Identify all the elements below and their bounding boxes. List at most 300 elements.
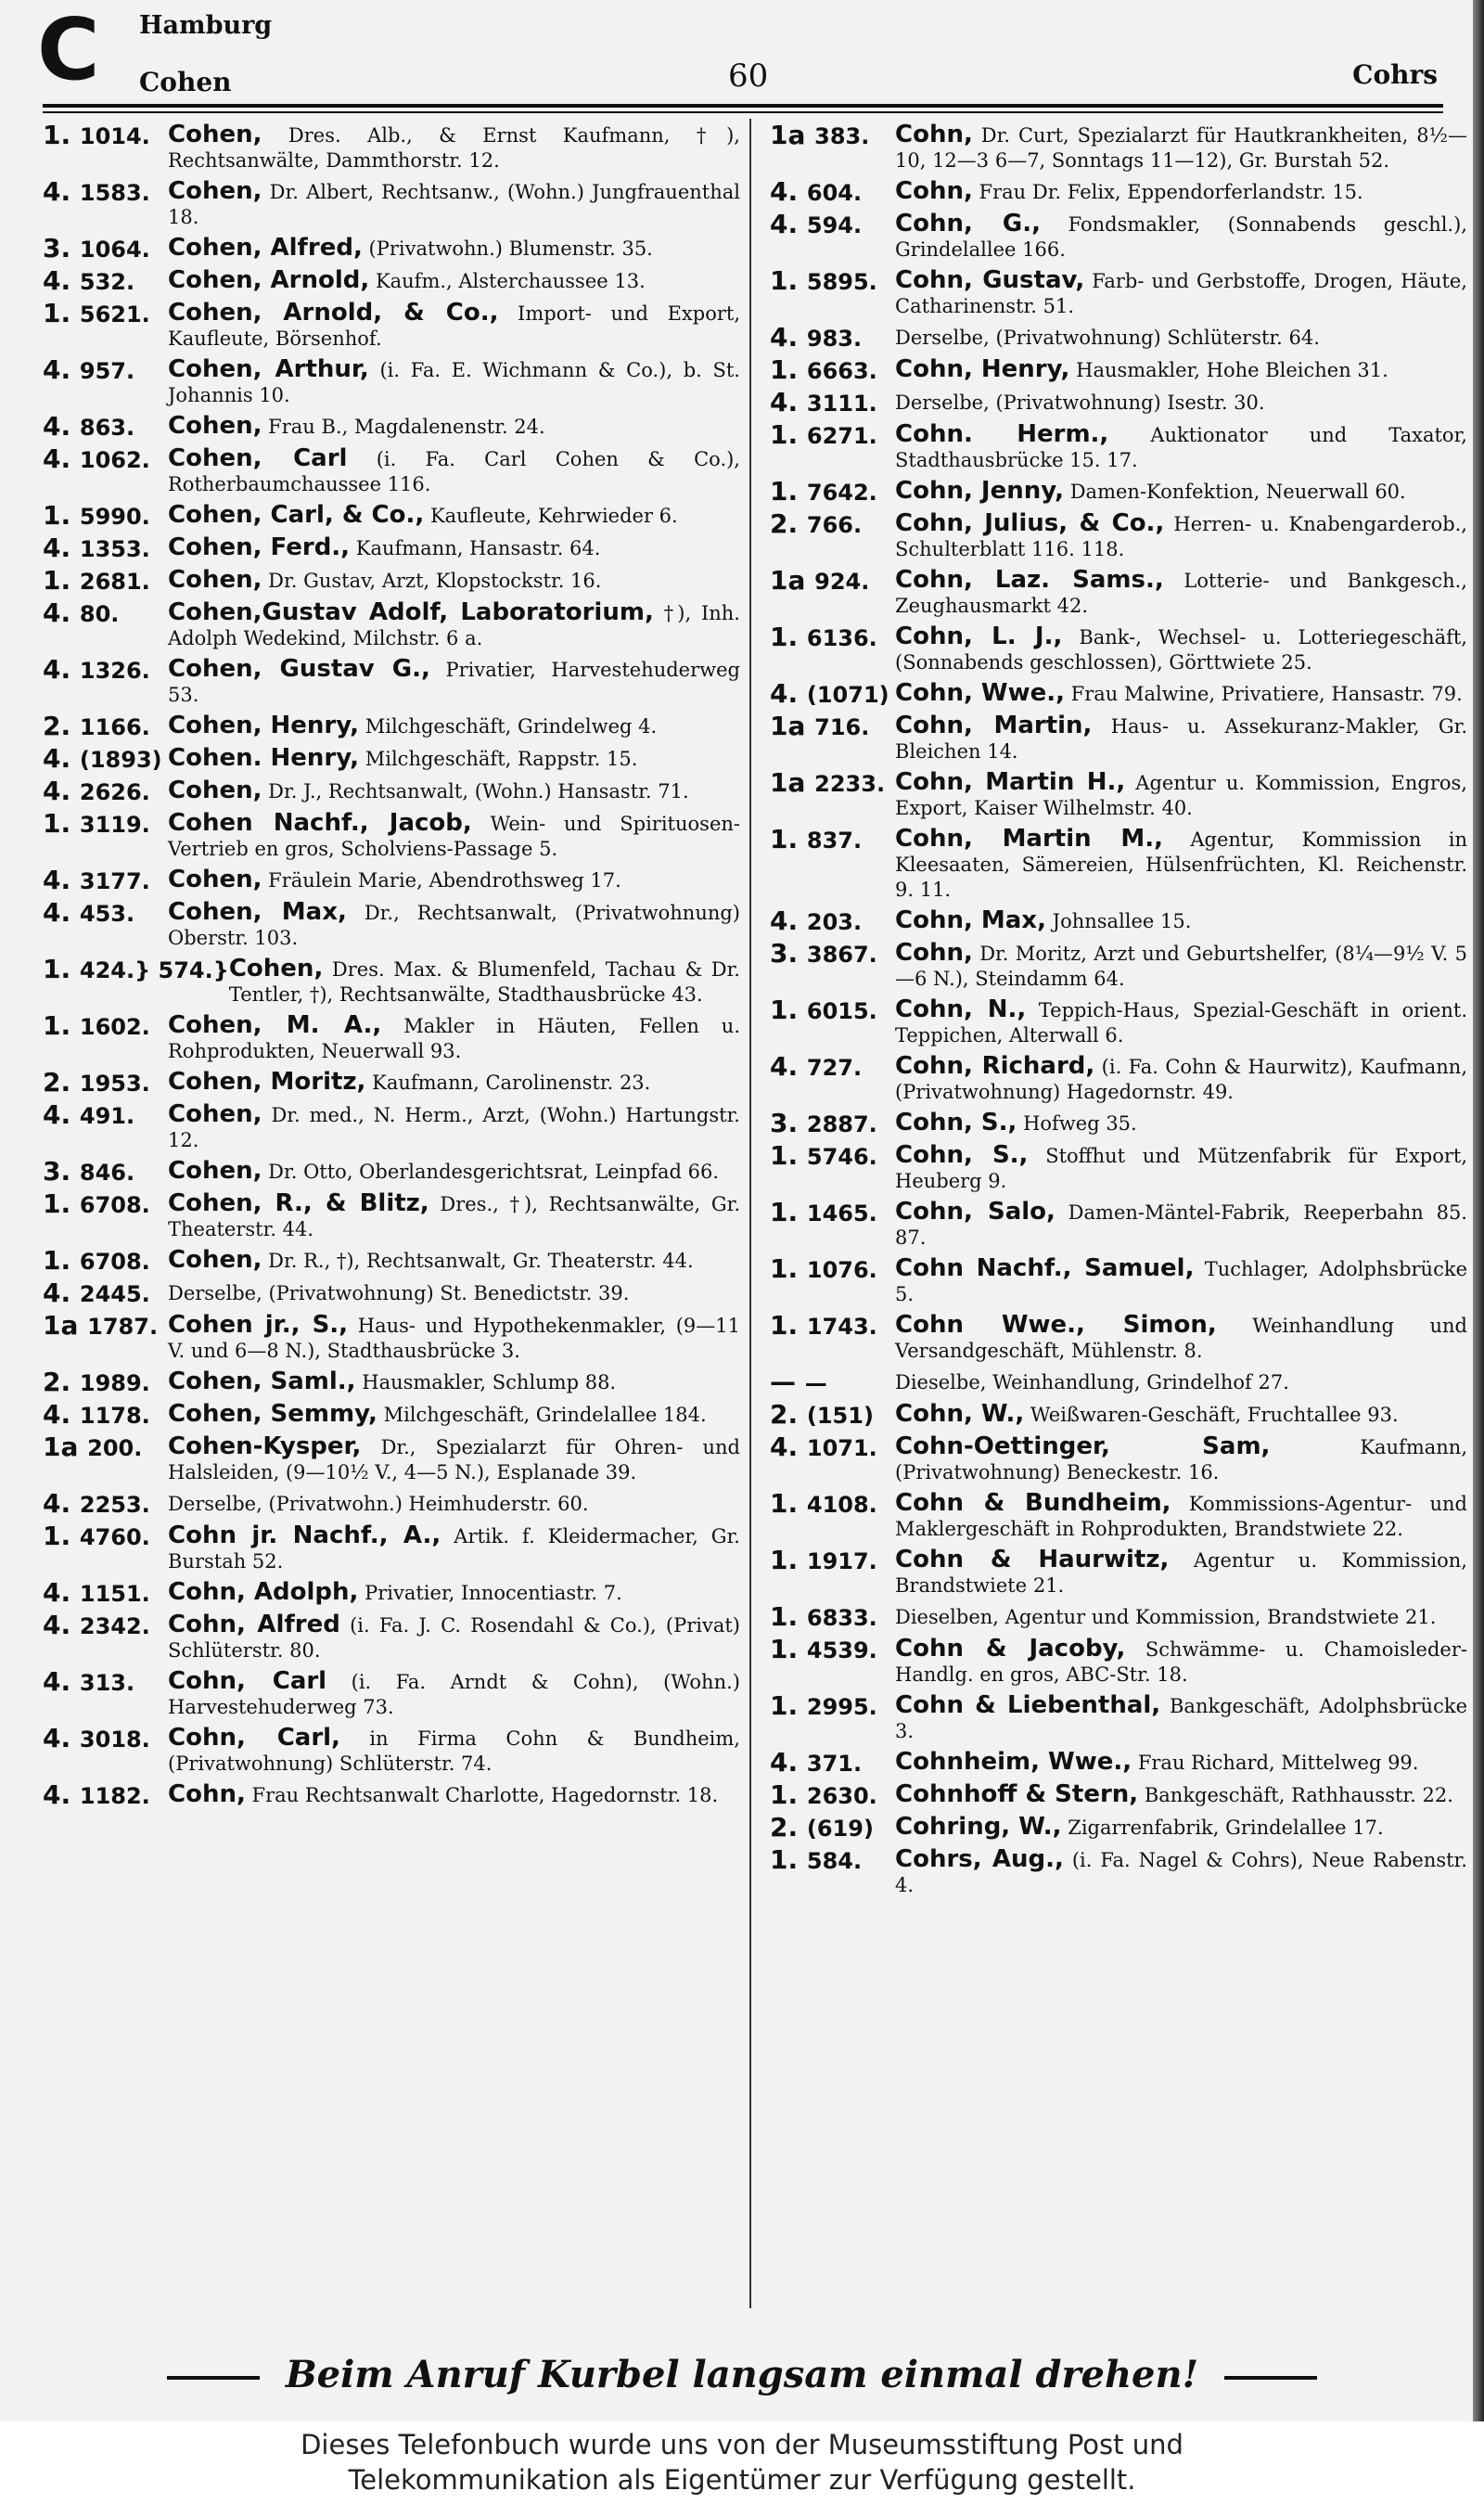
phone-number <box>770 713 895 740</box>
subscriber-name: Cohen, Ferd., <box>168 533 351 561</box>
entry-text <box>168 600 740 651</box>
exchange-code: 4. <box>770 1051 799 1082</box>
directory-entry <box>43 1434 740 1485</box>
directory-entry <box>43 1369 740 1396</box>
phone-number <box>43 1099 168 1130</box>
entry-details: Dr. Moritz, Arzt und Geburtshelfer, (8¼—9½ V. 5—6 N.), Steindamm 64. <box>895 943 1467 990</box>
subscriber-name: Cohen jr., S., <box>168 1311 349 1339</box>
phone-number <box>770 1844 895 1875</box>
entry-text <box>895 770 1467 821</box>
phone-number <box>43 1245 168 1276</box>
subscriber-name: Cohen, <box>168 122 262 148</box>
exchange-code: 1. <box>43 808 71 839</box>
phone-number <box>43 897 168 928</box>
entry-text <box>168 301 740 352</box>
footer-slogan: Beim Anruf Kurbel langsam einmal drehen! <box>0 2353 1484 2396</box>
phone-number <box>770 1690 895 1721</box>
subscriber-name: Cohen, <box>168 566 262 594</box>
exchange-code: 4. <box>770 678 799 709</box>
directory-entry <box>770 1369 1467 1396</box>
directory-entry <box>770 938 1467 992</box>
exchange-code: 4. <box>43 1610 71 1640</box>
exchange-code: 2. <box>43 1367 71 1397</box>
directory-entry <box>43 654 740 708</box>
directory-entry <box>43 443 740 497</box>
subscriber-name: Cohen, Alfred, <box>168 234 363 262</box>
directory-entry <box>770 565 1467 619</box>
entry-text <box>168 1523 740 1574</box>
directory-entry <box>770 1690 1467 1744</box>
line-number: 203. <box>806 909 863 935</box>
phone-number <box>770 1634 895 1664</box>
entry-details: Hofweg 35. <box>1023 1112 1137 1135</box>
directory-entry <box>43 1612 740 1663</box>
exchange-code: 1. <box>770 1601 799 1632</box>
entry-text <box>895 1434 1467 1485</box>
exchange-code: 1. <box>770 1690 799 1721</box>
right-column <box>770 122 1467 2312</box>
exchange-code: 1. <box>770 622 799 652</box>
phone-number <box>43 1399 168 1430</box>
line-number: 2681. <box>79 569 150 595</box>
subscriber-name: Cohen, R., & Blitz, <box>168 1189 429 1217</box>
entry-details: Agentur, Kommission in Kleesaaten, Sämereien, Hülsenfrüchten, Kl. Reichenstr. 9. 11. <box>895 828 1467 901</box>
subscriber-name: Cohn, Salo, <box>895 1198 1055 1226</box>
phone-number <box>43 411 168 442</box>
subscriber-name: Cohn & Liebenthal, <box>895 1691 1161 1719</box>
entry-details: Privatier, Harvestehuderweg 53. <box>168 659 740 706</box>
line-number: 6663. <box>806 358 877 384</box>
phone-number <box>770 354 895 385</box>
entry-text <box>895 1491 1467 1542</box>
phone-number <box>43 354 168 385</box>
subscriber-name: Cohn Wwe., Simon, <box>895 1311 1217 1339</box>
subscriber-name: Cohen, Gustav G., <box>168 655 430 683</box>
line-number: 846. <box>79 1160 135 1186</box>
line-number: 1583. <box>79 180 150 206</box>
entry-details: (i. Fa. Arndt & Cohn), (Wohn.) Harvestehuderweg 73. <box>168 1671 740 1718</box>
phone-number <box>770 1310 895 1341</box>
entry-details: (i. Fa. Carl Cohen & Co.), Rotherbaumchaussee 116. <box>168 448 740 495</box>
entry-text <box>168 1669 740 1720</box>
entry-text <box>895 1256 1467 1307</box>
directory-entry <box>770 1747 1467 1778</box>
subscriber-name: Cohn Nachf., Samuel, <box>895 1254 1195 1282</box>
exchange-code: 2. <box>43 1067 71 1098</box>
directory-entry <box>43 233 740 263</box>
subscriber-name: Cohn, Carl <box>168 1667 327 1695</box>
line-number: 371. <box>806 1751 863 1777</box>
directory-entry <box>770 678 1467 709</box>
entry-details: Kaufm., Alsterchaussee 13. <box>375 270 646 292</box>
exchange-code: 1. <box>770 824 799 854</box>
directory-entry <box>770 265 1467 319</box>
exchange-code: 4. <box>43 743 71 774</box>
subscriber-name: Cohn, Martin, <box>895 712 1093 739</box>
exchange-code: 3. <box>770 1108 799 1138</box>
subscriber-name: Cohnheim, Wwe., <box>895 1748 1132 1776</box>
entry-details: Farb- und Gerbstoffe, Drogen, Häute, Catharinenstr. 51. <box>895 270 1467 317</box>
phone-number <box>43 265 168 296</box>
entry-text <box>895 1604 1467 1630</box>
subscriber-name: Cohen, <box>168 1157 262 1185</box>
exchange-code: 1. <box>770 419 799 450</box>
line-number: 957. <box>79 358 135 384</box>
subscriber-name: Cohen-Kysper, <box>168 1432 362 1460</box>
exchange-code: 4. <box>770 322 799 353</box>
phone-number <box>43 1434 168 1461</box>
line-number: (151) <box>806 1403 874 1429</box>
line-number: (1071) <box>806 682 889 708</box>
line-number: 2445. <box>79 1281 150 1307</box>
subscriber-name: Cohen, Arthur, <box>168 355 369 383</box>
line-number: 584. <box>806 1848 863 1874</box>
directory-entry <box>770 176 1467 207</box>
line-number: 491. <box>79 1103 135 1129</box>
entry-text <box>895 1637 1467 1688</box>
entry-text <box>168 179 740 230</box>
entry-details: Bankgeschäft, Rathhausstr. 22. <box>1144 1784 1453 1806</box>
entry-text <box>168 1491 740 1517</box>
entry-text <box>168 236 740 262</box>
subscriber-name: Cohn, N., <box>895 995 1027 1023</box>
phone-number <box>43 654 168 685</box>
page-number: 60 <box>728 58 769 95</box>
entry-text <box>895 1143 1467 1194</box>
phone-number <box>770 476 895 507</box>
phone-number <box>770 1140 895 1171</box>
directory-entry <box>770 387 1467 417</box>
subscriber-name: Cohen, <box>168 1246 262 1274</box>
directory-entry <box>43 354 740 408</box>
entry-text <box>895 681 1467 707</box>
phone-number <box>770 1547 895 1574</box>
subscriber-name: Cohen, Semmy, <box>168 1400 377 1428</box>
phone-number <box>770 1488 895 1519</box>
phone-number <box>43 1310 168 1341</box>
entry-details: Frau Rechtsanwalt Charlotte, Hagedornstr. 18. <box>251 1784 719 1806</box>
entry-details: Derselbe, (Privatwohn.) Heimhuderstr. 60. <box>168 1493 589 1515</box>
exchange-code: 1. <box>770 265 799 296</box>
entry-text <box>168 414 740 440</box>
directory-entry <box>43 1280 740 1307</box>
line-number: 1151. <box>79 1581 150 1607</box>
entry-details: Bankgeschäft, Adolphsbrücke 3. <box>895 1695 1467 1742</box>
line-number: 1062. <box>79 447 150 473</box>
directory-entry <box>43 1099 740 1153</box>
line-number: 2253. <box>79 1492 150 1518</box>
subscriber-name: Cohn, <box>895 939 973 967</box>
phone-number <box>770 624 895 651</box>
entry-text <box>895 1111 1467 1136</box>
subscriber-name: Cohn, Max, <box>895 906 1046 934</box>
exchange-code: 1. <box>770 1844 799 1875</box>
phone-number <box>43 743 168 774</box>
phone-number <box>770 1812 895 1843</box>
exchange-code: 4. <box>43 1399 71 1430</box>
entry-details: Dieselbe, Weinhandlung, Grindelhof 27. <box>895 1371 1289 1393</box>
directory-entry <box>43 298 740 352</box>
phone-number <box>770 824 895 854</box>
line-number: 6015. <box>806 998 877 1024</box>
entry-text <box>895 1313 1467 1364</box>
directory-entry <box>770 354 1467 385</box>
last-name-heading: Cohrs <box>1352 59 1438 90</box>
directory-entry <box>43 176 740 230</box>
subscriber-name: Cohn, Jenny, <box>895 477 1065 505</box>
exchange-code: 1. <box>43 954 71 984</box>
directory-entry <box>43 897 740 951</box>
directory-entry <box>770 1434 1467 1485</box>
entry-details: Wein- und Spirituosen-Vertrieb en gros, Scholviens-Passage 5. <box>168 813 740 860</box>
phone-number <box>770 1253 895 1284</box>
line-number: 983. <box>806 326 863 352</box>
phone-number <box>770 565 895 596</box>
entry-details: Makler in Häuten, Fellen u. Rohprodukten, Neuerwall 93. <box>168 1015 740 1062</box>
line-number: 5621. <box>79 302 150 327</box>
subscriber-name: Cohn jr. Nachf., A., <box>168 1522 441 1549</box>
subscriber-name: Cohrs, Aug., <box>895 1845 1064 1873</box>
entry-text <box>168 746 740 772</box>
line-number: 766. <box>806 512 863 538</box>
entry-text <box>168 122 740 173</box>
directory-entry <box>43 1010 740 1064</box>
line-number: 383. <box>814 123 870 149</box>
exchange-code: 1. <box>770 1545 799 1575</box>
directory-entry <box>43 808 740 862</box>
entry-details: Frau Malwine, Privatiere, Hansastr. 79. <box>1070 683 1463 705</box>
entry-text <box>168 657 740 708</box>
phone-number <box>43 1523 168 1550</box>
entry-text <box>168 446 740 497</box>
directory-entry <box>43 1156 740 1187</box>
entry-details: Derselbe, (Privatwohnung) St. Benedictstr. 39. <box>168 1282 630 1304</box>
phone-number <box>43 1369 168 1396</box>
entry-text <box>895 268 1467 319</box>
entry-details: Kaufleute, Kehrwieder 6. <box>429 505 678 527</box>
exchange-code: 1. <box>770 1197 799 1227</box>
line-number: 863. <box>79 415 135 441</box>
line-number: 3111. <box>806 391 877 417</box>
exchange-code: 1. <box>770 1634 799 1664</box>
directory-entry <box>770 1547 1467 1599</box>
subscriber-name: Cohn-Oettinger, Sam, <box>895 1432 1271 1460</box>
entry-text <box>895 1402 1467 1428</box>
subscriber-name: Cohn, Adolph, <box>168 1578 359 1606</box>
entry-details: Dr. Otto, Oberlandesgerichtsrat, Leinpfad 66. <box>268 1161 720 1183</box>
phone-number <box>43 1188 168 1219</box>
entry-text <box>895 908 1467 934</box>
directory-entry <box>43 1188 740 1242</box>
entry-details: Kaufmann, Hansastr. 64. <box>355 537 601 559</box>
entry-details: Lotterie- und Bankgesch., Zeughausmarkt 42. <box>895 570 1467 617</box>
exchange-code: 1. <box>770 1488 799 1519</box>
entry-text <box>895 1847 1467 1898</box>
exchange-code: 1. <box>43 565 71 596</box>
entry-details: Weinhandlung und Versandgeschäft, Mühlenstr. 8. <box>895 1315 1467 1362</box>
subscriber-name: Cohen, Carl <box>168 444 348 472</box>
exchange-code: 4. <box>43 265 71 296</box>
entry-text <box>895 325 1467 351</box>
entry-text <box>895 179 1467 205</box>
subscriber-name: Cohn, Laz. Sams., <box>895 566 1164 594</box>
entry-text <box>168 900 740 951</box>
subscriber-name: Cohen, <box>168 177 262 205</box>
exchange-code: 4. <box>43 1488 71 1519</box>
exchange-code: 1. <box>43 1245 71 1276</box>
exchange-code: 1. <box>43 1188 71 1219</box>
subscriber-name: Cohen, <box>168 777 262 804</box>
subscriber-name: Cohn, Gustav, <box>895 266 1085 294</box>
entry-text <box>168 568 740 594</box>
directory-entry <box>770 1844 1467 1898</box>
phone-number <box>770 122 895 149</box>
exchange-code: 1a <box>770 711 806 741</box>
phone-number <box>43 535 168 562</box>
line-number: 6136. <box>806 625 877 651</box>
directory-entry <box>770 476 1467 507</box>
exchange-code: 1a <box>770 122 806 150</box>
subscriber-name: Cohn & Bundheim, <box>895 1489 1171 1517</box>
directory-entry <box>43 1523 740 1574</box>
entry-text <box>168 811 740 862</box>
phone-number <box>770 1747 895 1778</box>
line-number: 727. <box>806 1055 863 1081</box>
line-number: 4760. <box>79 1524 150 1550</box>
line-number: 716. <box>814 714 870 740</box>
exchange-code: 4. <box>43 1723 71 1753</box>
entry-details: Dres. Alb., & Ernst Kaufmann, †), Rechtsanwälte, Dammthorstr. 12. <box>168 124 740 172</box>
exchange-code: 4. <box>43 1779 71 1810</box>
directory-entry <box>43 411 740 442</box>
entry-details: Hausmakler, Schlump 88. <box>362 1371 617 1393</box>
directory-entry <box>43 500 740 531</box>
entry-text <box>895 390 1467 416</box>
entry-details: Stoffhut und Mützenfabrik für Export, Heuberg 9. <box>895 1145 1467 1192</box>
entry-details: Dr. Curt, Spezialarzt für Hautkrankheiten, 8½—10, 12—3 6—7, Sonntags 11—12), Gr. Burstah 52. <box>895 124 1467 172</box>
exchange-code: 3. <box>43 1156 71 1187</box>
entry-details: Tuchlager, Adolphsbrücke 5. <box>895 1258 1467 1305</box>
phone-number <box>770 997 895 1024</box>
entry-text <box>229 957 740 1008</box>
line-number: 424.} 574.} <box>79 957 229 983</box>
line-number: 2630. <box>806 1783 877 1809</box>
subscriber-name: Cohen, M. A., <box>168 1011 382 1039</box>
entry-details: (i. Fa. Cohn & Haurwitz), Kaufmann, (Privatwohnung) Hagedornstr. 49. <box>895 1056 1467 1103</box>
exchange-code: 4. <box>43 411 71 442</box>
first-name-heading: Cohen <box>139 67 232 97</box>
directory-entry <box>770 1812 1467 1843</box>
exchange-code: 4. <box>43 654 71 685</box>
entry-details: †), Inh. Adolph Wedekind, Milchstr. 6 a. <box>168 602 740 649</box>
exchange-code: 4. <box>770 387 799 417</box>
directory-entry <box>770 905 1467 936</box>
entry-details: Dres. Max. & Blumenfeld, Tachau & Dr. Tentler, †), Rechtsanwälte, Stadthausbrücke 43. <box>228 958 740 1006</box>
exchange-code: 4. <box>770 176 799 207</box>
entry-details: (i. Fa. E. Wichmann & Co.), b. St. Johannis 10. <box>168 359 740 406</box>
line-number: 453. <box>79 901 135 927</box>
subscriber-name: Cohn, Carl, <box>168 1724 340 1752</box>
entry-details: Frau Richard, Mittelweg 99. <box>1137 1752 1419 1774</box>
line-number: 6708. <box>79 1192 150 1218</box>
entry-text <box>168 867 740 893</box>
entry-details: Schwämme- u. Chamoisleder-Handlg. en gros, ABC-Str. 18. <box>895 1638 1467 1686</box>
entry-details: Weißwaren-Geschäft, Fruchtallee 93. <box>1030 1404 1399 1426</box>
directory-entry <box>770 1197 1467 1251</box>
entry-details: Agentur u. Kommission, Engros, Export, Kaiser Wilhelmstr. 40. <box>895 772 1467 819</box>
phone-number <box>770 419 895 450</box>
column-separator <box>749 119 751 2308</box>
entry-details: Johnsallee 15. <box>1052 910 1192 932</box>
phone-number <box>770 508 895 539</box>
line-number: 6271. <box>806 423 877 449</box>
entry-text <box>168 1434 740 1485</box>
phone-number <box>43 597 168 628</box>
entry-details: Auktionator und Taxator, Stadthausbrücke 15. 17. <box>895 424 1467 471</box>
entry-details: Fondsmakler, (Sonnabends geschl.), Grindelallee 166. <box>895 213 1467 261</box>
entry-details: Teppich-Haus, Spezial-Geschäft in orient. Teppichen, Alterwall 6. <box>895 999 1467 1047</box>
directory-entry <box>770 624 1467 675</box>
directory-entry <box>770 419 1467 473</box>
directory-entry <box>770 209 1467 263</box>
entry-text <box>895 479 1467 505</box>
subscriber-name: Cohn, <box>895 122 973 148</box>
exchange-code: 4. <box>43 354 71 385</box>
line-number: 1465. <box>806 1201 877 1226</box>
phone-number <box>43 1010 168 1041</box>
subscriber-name: Cohen, Arnold, <box>168 266 370 294</box>
entry-text <box>168 778 740 804</box>
line-number: 6833. <box>806 1605 877 1631</box>
phone-number <box>770 678 895 709</box>
exchange-code: 1a <box>43 1432 79 1462</box>
entry-text <box>895 1547 1467 1599</box>
exchange-code: 1. <box>770 354 799 385</box>
entry-text <box>895 1750 1467 1776</box>
subscriber-name: Cohen, <box>168 412 262 440</box>
line-number: 313. <box>79 1670 135 1696</box>
credit-line-1: Dieses Telefonbuch wurde uns von der Museumsstiftung Post und <box>301 2429 1183 2460</box>
entry-text <box>895 1782 1467 1808</box>
entry-details: Dr., Rechtsanwalt, (Privatwohnung) Oberstr. 103. <box>168 902 740 949</box>
subscriber-name: Cohen, Saml., <box>168 1368 356 1395</box>
directory-entry <box>43 597 740 651</box>
exchange-code: 4. <box>43 1099 71 1130</box>
entry-details: Damen-Konfektion, Neuerwall 60. <box>1069 481 1406 503</box>
exchange-code: 1. <box>770 1253 799 1284</box>
entry-details: Artik. f. Kleidermacher, Gr. Burstah 52. <box>168 1525 740 1573</box>
entry-text <box>168 268 740 294</box>
phone-number <box>43 176 168 207</box>
entry-text <box>168 1580 740 1606</box>
line-number: 594. <box>806 212 863 238</box>
directory-entry <box>43 1577 740 1608</box>
exchange-code: 4. <box>43 865 71 895</box>
phone-number <box>43 778 168 805</box>
line-number: 837. <box>806 828 863 854</box>
entry-text <box>168 1402 740 1428</box>
line-number: 1787. <box>87 1314 159 1340</box>
left-column <box>43 122 740 2312</box>
line-number: 3119. <box>79 812 150 838</box>
line-number: 1917. <box>806 1548 877 1574</box>
exchange-code: 2. <box>43 711 71 741</box>
entry-details: Dr., Spezialarzt für Ohren- und Halsleiden, (9—10½ V., 4—5 N.), Esplanade 39. <box>168 1436 740 1483</box>
directory-entry <box>43 713 740 740</box>
phone-number <box>770 387 895 417</box>
phone-number <box>770 176 895 207</box>
entry-text <box>895 997 1467 1048</box>
